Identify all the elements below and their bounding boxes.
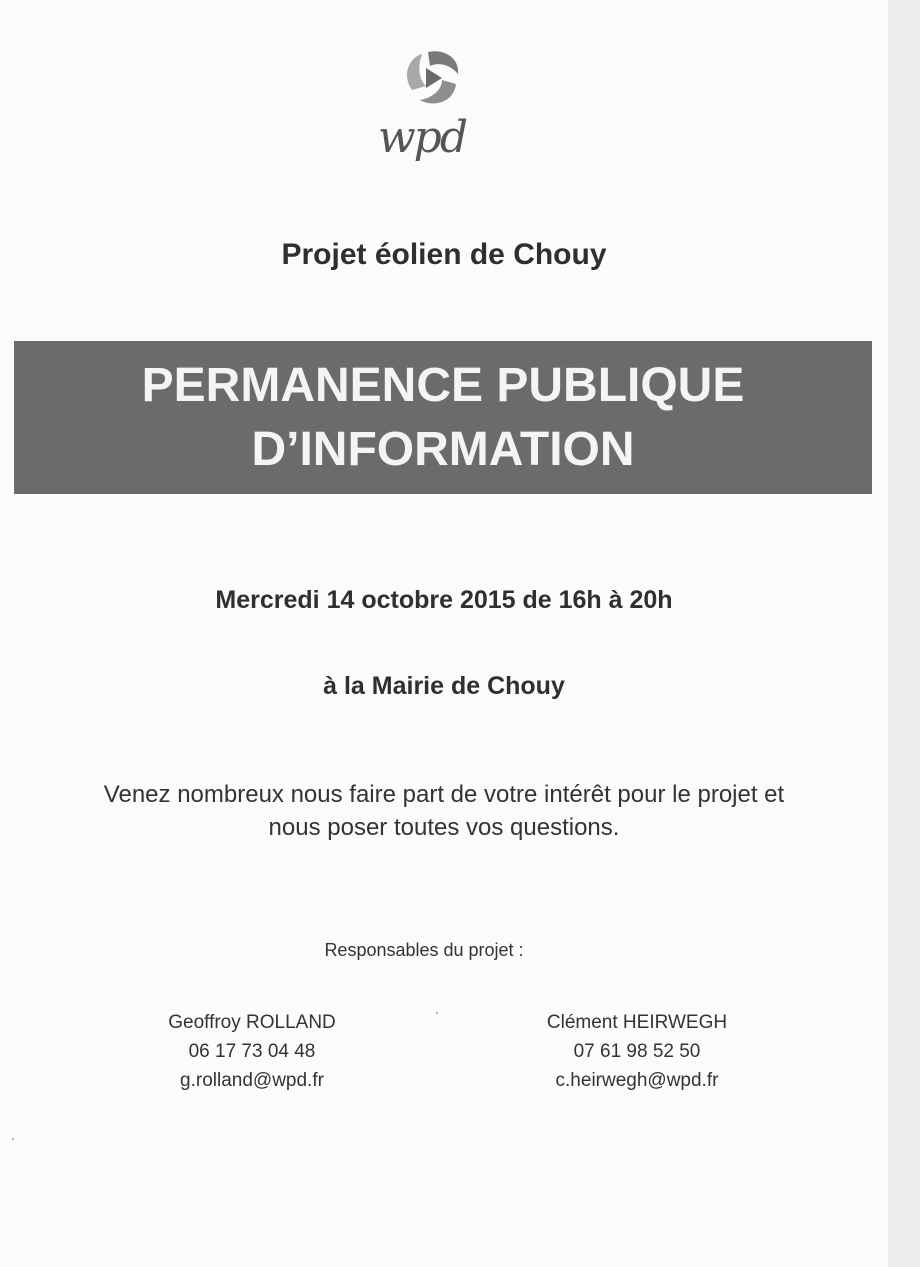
scan-speck <box>436 1012 438 1014</box>
contact-name: Clément HEIRWEGH <box>546 1012 728 1033</box>
event-date: Mercredi 14 octobre 2015 de 16h à 20h <box>215 586 673 614</box>
event-location: à la Mairie de Chouy <box>323 672 565 700</box>
scan-speck <box>12 1138 14 1140</box>
invitation-text <box>40 778 848 844</box>
contacts-heading: Responsables du projet : <box>324 940 524 960</box>
contact-name: Geoffroy ROLLAND <box>168 1012 336 1033</box>
contact-card <box>122 1008 382 1095</box>
wpd-logo <box>370 40 510 180</box>
contact-email: g.rolland@wpd.fr <box>180 1070 324 1091</box>
scan-edge <box>888 0 920 1267</box>
invitation-line-1: Venez nombreux nous faire part de votre intérêt pour le projet et <box>103 781 785 808</box>
logo-wordmark: wpd <box>378 112 466 163</box>
invitation-line-2: nous poser toutes vos questions. <box>268 814 620 841</box>
wpd-swirl-logo-icon <box>370 40 510 180</box>
banner-line-2: D’INFORMATION <box>251 423 635 476</box>
banner-line-1: PERMANENCE PUBLIQUE <box>141 359 745 412</box>
contact-phone: 07 61 98 52 50 <box>573 1041 701 1062</box>
contact-phone: 06 17 73 04 48 <box>188 1041 316 1062</box>
contact-card <box>507 1008 767 1095</box>
project-title: Projet éolien de Chouy <box>281 238 607 271</box>
contact-email: c.heirwegh@wpd.fr <box>555 1070 719 1091</box>
headline-banner <box>14 341 872 494</box>
